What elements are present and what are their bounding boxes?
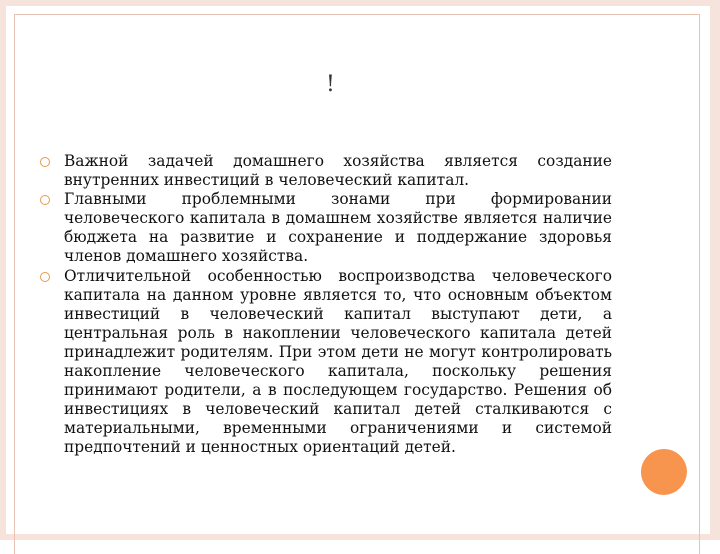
list-item — [40, 152, 612, 190]
bullet-text: Важной задачей домашнего хозяйства является создание внутренних инвестиций в человеческий капитал. — [64, 152, 612, 190]
bullet-circle-icon — [40, 157, 50, 167]
bullet-text: Отличительной особенностью воспроизводства человеческого капитала на данном уровне является то, что основным объектом инвестиций в человеческий капитал выступают дети, а центральная роль в накоплении человеческого капитала детей принадлежит родителям. При этом дети не могут контролировать накопление человеческого капитала, поскольку решения принимают родители, а в последующем государство. Решения об инвестициях в человеческий капитал детей сталкиваются с материальными, временными ограничениями и системой предпочтений и ценностных ориентаций детей. — [64, 266, 612, 457]
list-item — [40, 267, 612, 458]
decorative-circle-ring — [638, 446, 688, 496]
bullet-circle-icon — [40, 195, 50, 205]
bullet-list — [40, 152, 612, 458]
slide-title-text: ! — [326, 72, 335, 97]
bullet-circle-icon — [40, 272, 50, 282]
bullet-text: Главными проблемными зонами при формировании человеческого капитала в домашнем хозяйстве является наличие бюджета на развитие и сохранение и поддержание здоровья членов домашнего хозяйства. — [64, 190, 612, 266]
list-item — [40, 190, 612, 266]
